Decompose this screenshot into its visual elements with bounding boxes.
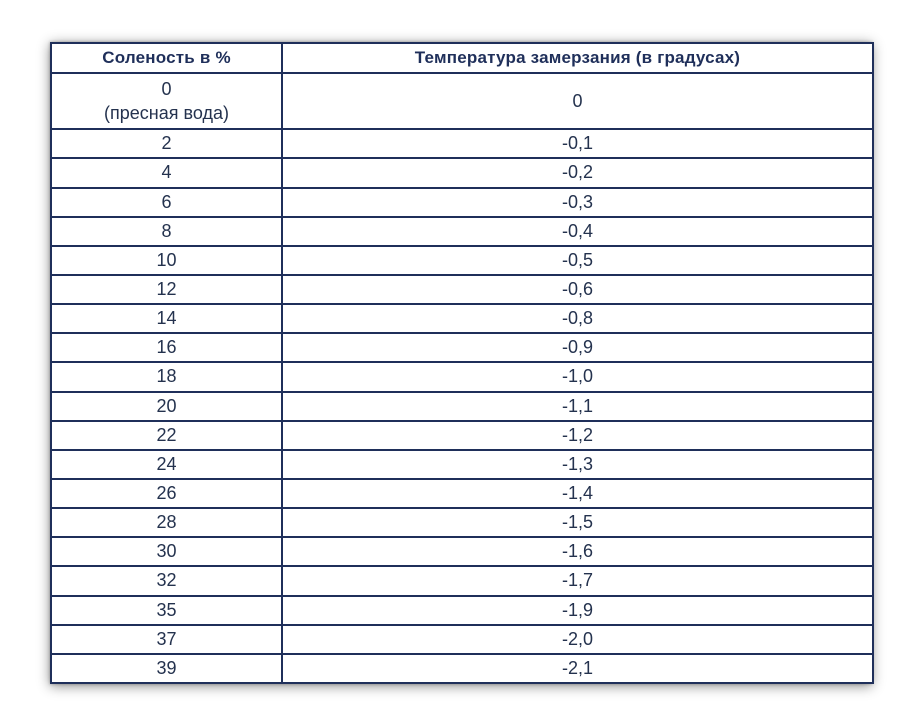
salinity-cell: 12 [51, 275, 282, 304]
temperature-cell: -2,0 [282, 625, 873, 654]
temperature-cell: -1,0 [282, 362, 873, 391]
salinity-cell: 18 [51, 362, 282, 391]
salinity-cell: 22 [51, 421, 282, 450]
table-row [51, 158, 873, 187]
table-row [51, 333, 873, 362]
table-row [51, 392, 873, 421]
salinity-cell: 8 [51, 217, 282, 246]
table-row [51, 508, 873, 537]
salinity-cell: 2 [51, 129, 282, 158]
temperature-cell: -0,3 [282, 188, 873, 217]
table-row [51, 479, 873, 508]
salinity-cell: 32 [51, 566, 282, 595]
header-row [51, 43, 873, 73]
salinity-value: 0 [161, 79, 172, 100]
table-row [51, 188, 873, 217]
table-row [51, 654, 873, 683]
temperature-cell: -1,5 [282, 508, 873, 537]
table-row [51, 596, 873, 625]
temperature-cell: -0,5 [282, 246, 873, 275]
table-row [51, 304, 873, 333]
salinity-cell: 28 [51, 508, 282, 537]
salinity-cell: 26 [51, 479, 282, 508]
table-row [51, 625, 873, 654]
table-row [51, 362, 873, 391]
temperature-cell: -1,1 [282, 392, 873, 421]
temperature-cell: -1,6 [282, 537, 873, 566]
salinity-cell: 35 [51, 596, 282, 625]
salinity-cell: 4 [51, 158, 282, 187]
temperature-cell: -2,1 [282, 654, 873, 683]
salinity-cell: 10 [51, 246, 282, 275]
salinity-freezing-table [50, 42, 874, 684]
temperature-cell: -1,9 [282, 596, 873, 625]
salinity-cell: 30 [51, 537, 282, 566]
salinity-cell: 14 [51, 304, 282, 333]
table-row [51, 73, 873, 129]
table-row [51, 421, 873, 450]
table-row [51, 450, 873, 479]
salinity-cell: 16 [51, 333, 282, 362]
temperature-cell: -1,7 [282, 566, 873, 595]
table-row [51, 537, 873, 566]
temperature-cell: 0 [282, 73, 873, 129]
salinity-cell [51, 73, 282, 129]
salinity-cell: 24 [51, 450, 282, 479]
table-frame [50, 42, 872, 684]
salinity-note: (пресная вода) [104, 103, 229, 124]
temperature-cell: -1,2 [282, 421, 873, 450]
salinity-cell: 37 [51, 625, 282, 654]
temperature-cell: -1,3 [282, 450, 873, 479]
salinity-cell: 39 [51, 654, 282, 683]
table-row [51, 566, 873, 595]
temperature-cell: -1,4 [282, 479, 873, 508]
temperature-cell: -0,9 [282, 333, 873, 362]
salinity-cell: 20 [51, 392, 282, 421]
temperature-cell: -0,1 [282, 129, 873, 158]
header-temperature: Температура замерзания (в градусах) [282, 43, 873, 73]
table-row [51, 217, 873, 246]
salinity-cell: 6 [51, 188, 282, 217]
temperature-cell: -0,8 [282, 304, 873, 333]
table-row [51, 246, 873, 275]
temperature-cell: -0,4 [282, 217, 873, 246]
table-row [51, 129, 873, 158]
header-salinity: Соленость в % [51, 43, 282, 73]
temperature-cell: -0,6 [282, 275, 873, 304]
table-row [51, 275, 873, 304]
temperature-cell: -0,2 [282, 158, 873, 187]
